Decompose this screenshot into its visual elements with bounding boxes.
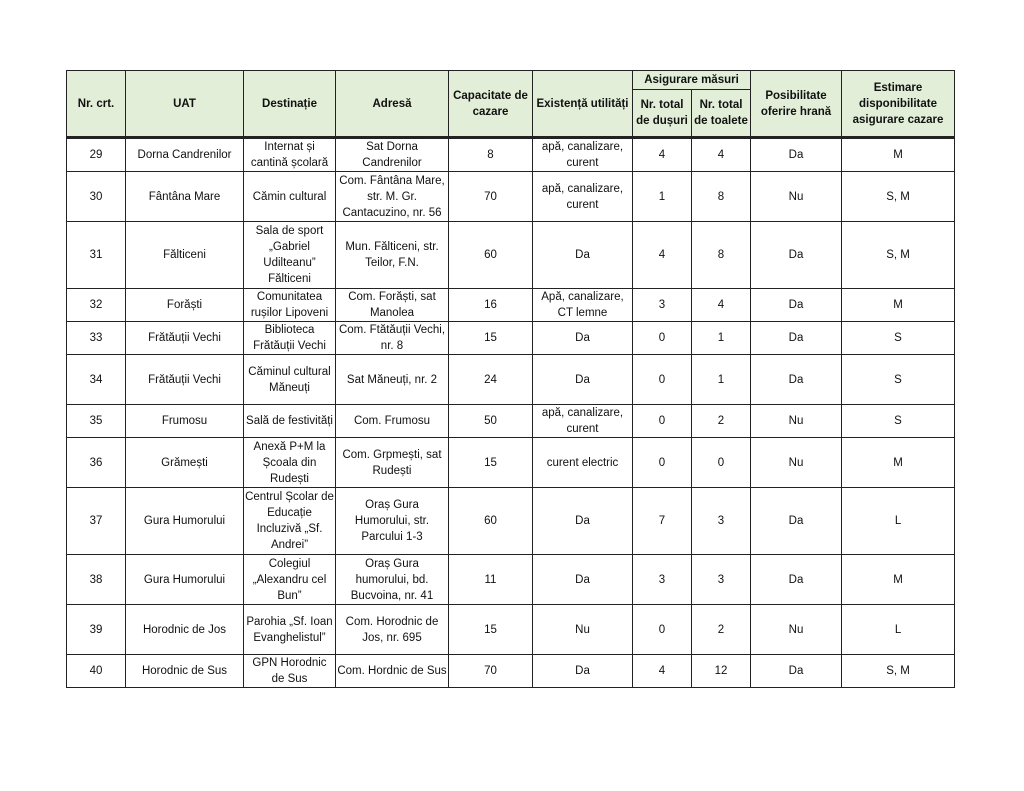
cell-uat: Gura Humorului: [126, 488, 244, 555]
cell-toalete: 4: [692, 289, 751, 322]
cell-nr: 32: [67, 289, 126, 322]
cell-dusuri: 0: [633, 405, 692, 438]
cell-utilitati: Da: [533, 488, 633, 555]
cell-destinatie: Internat și cantină școlară: [244, 138, 336, 172]
cell-utilitati: apă, canalizare, curent: [533, 172, 633, 222]
cell-destinatie: Căminul cultural Măneuți: [244, 355, 336, 405]
cell-uat: Fălticeni: [126, 222, 244, 289]
cell-destinatie: Biblioteca Frătăuții Vechi: [244, 322, 336, 355]
cell-capacitate: 11: [449, 555, 533, 605]
cell-adresa: Com. Hordnic de Sus: [336, 655, 449, 688]
cell-hrana: Da: [751, 322, 842, 355]
cell-utilitati: apă, canalizare, curent: [533, 138, 633, 172]
table-row: [67, 488, 955, 555]
cell-uat: Fântâna Mare: [126, 172, 244, 222]
header-asigurare: Asigurare măsuri: [633, 71, 751, 90]
header-hrana: Posibilitate oferire hrană: [751, 71, 842, 138]
cell-nr: 39: [67, 605, 126, 655]
cell-dusuri: 1: [633, 172, 692, 222]
cell-hrana: Nu: [751, 405, 842, 438]
cell-dusuri: 7: [633, 488, 692, 555]
cell-utilitati: Apă, canalizare, CT lemne: [533, 289, 633, 322]
cell-dusuri: 3: [633, 289, 692, 322]
header-adresa: Adresă: [336, 71, 449, 138]
cell-adresa: Mun. Fălticeni, str. Teilor, F.N.: [336, 222, 449, 289]
cell-utilitati: Da: [533, 222, 633, 289]
cell-capacitate: 60: [449, 488, 533, 555]
cell-destinatie: Anexă P+M la Școala din Rudești: [244, 438, 336, 488]
cell-utilitati: curent electric: [533, 438, 633, 488]
cell-hrana: Nu: [751, 172, 842, 222]
cell-uat: Horodnic de Jos: [126, 605, 244, 655]
cell-capacitate: 15: [449, 322, 533, 355]
cell-toalete: 12: [692, 655, 751, 688]
cell-capacitate: 15: [449, 605, 533, 655]
table-row: [67, 605, 955, 655]
cell-adresa: Sat Dorna Candrenilor: [336, 138, 449, 172]
table-row: [67, 222, 955, 289]
cell-estimare: L: [842, 605, 955, 655]
cell-uat: Gura Humorului: [126, 555, 244, 605]
cell-adresa: Com. Ftătăuții Vechi, nr. 8: [336, 322, 449, 355]
cell-hrana: Da: [751, 222, 842, 289]
cell-utilitati: Da: [533, 322, 633, 355]
cell-hrana: Da: [751, 355, 842, 405]
cell-nr: 38: [67, 555, 126, 605]
table-header: [67, 71, 955, 138]
cell-estimare: M: [842, 138, 955, 172]
cell-hrana: Da: [751, 138, 842, 172]
cell-toalete: 3: [692, 555, 751, 605]
cell-adresa: Com. Fântâna Mare, str. M. Gr. Cantacuzino, nr. 56: [336, 172, 449, 222]
cell-dusuri: 4: [633, 655, 692, 688]
cell-destinatie: Comunitatea rușilor Lipoveni: [244, 289, 336, 322]
cell-capacitate: 16: [449, 289, 533, 322]
cell-nr: 34: [67, 355, 126, 405]
cell-capacitate: 60: [449, 222, 533, 289]
cell-uat: Forăști: [126, 289, 244, 322]
table-row: [67, 555, 955, 605]
cell-toalete: 8: [692, 222, 751, 289]
cell-capacitate: 15: [449, 438, 533, 488]
cell-nr: 40: [67, 655, 126, 688]
cell-hrana: Da: [751, 655, 842, 688]
header-toalete: Nr. total de toalete: [692, 90, 751, 138]
cell-adresa: Oraș Gura humorului, bd. Bucvoina, nr. 41: [336, 555, 449, 605]
cell-uat: Horodnic de Sus: [126, 655, 244, 688]
table-row: [67, 655, 955, 688]
cell-toalete: 0: [692, 438, 751, 488]
cell-adresa: Sat Măneuți, nr. 2: [336, 355, 449, 405]
cell-nr: 36: [67, 438, 126, 488]
cell-uat: Grămești: [126, 438, 244, 488]
header-nr: Nr. crt.: [67, 71, 126, 138]
cell-adresa: Com. Forăști, sat Manolea: [336, 289, 449, 322]
cell-dusuri: 0: [633, 438, 692, 488]
cell-destinatie: Cămin cultural: [244, 172, 336, 222]
cell-estimare: S, M: [842, 172, 955, 222]
cell-capacitate: 50: [449, 405, 533, 438]
cell-nr: 35: [67, 405, 126, 438]
header-dusuri: Nr. total de dușuri: [633, 90, 692, 138]
cell-toalete: 2: [692, 405, 751, 438]
cell-dusuri: 0: [633, 322, 692, 355]
cell-utilitati: Nu: [533, 605, 633, 655]
cell-nr: 29: [67, 138, 126, 172]
cell-estimare: S: [842, 355, 955, 405]
cell-destinatie: Parohia „Sf. Ioan Evanghelistul”: [244, 605, 336, 655]
cell-utilitati: Da: [533, 555, 633, 605]
table-row: [67, 289, 955, 322]
table-row: [67, 138, 955, 172]
cell-toalete: 2: [692, 605, 751, 655]
cell-capacitate: 70: [449, 655, 533, 688]
cell-dusuri: 4: [633, 138, 692, 172]
cell-capacitate: 70: [449, 172, 533, 222]
cell-dusuri: 0: [633, 355, 692, 405]
cell-toalete: 1: [692, 355, 751, 405]
cell-estimare: S, M: [842, 222, 955, 289]
cell-estimare: L: [842, 488, 955, 555]
header-destinatie: Destinație: [244, 71, 336, 138]
cell-uat: Frumosu: [126, 405, 244, 438]
cell-hrana: Nu: [751, 605, 842, 655]
table-row: [67, 322, 955, 355]
cell-estimare: M: [842, 289, 955, 322]
table-body: [67, 138, 955, 688]
cell-uat: Frătăuții Vechi: [126, 355, 244, 405]
cell-estimare: M: [842, 555, 955, 605]
cell-estimare: S: [842, 322, 955, 355]
accommodation-table: [66, 70, 955, 688]
cell-destinatie: Sală de festivități: [244, 405, 336, 438]
cell-utilitati: Da: [533, 355, 633, 405]
cell-estimare: S: [842, 405, 955, 438]
cell-estimare: M: [842, 438, 955, 488]
header-capacitate: Capacitate de cazare: [449, 71, 533, 138]
header-utilitati: Existență utilități: [533, 71, 633, 138]
cell-estimare: S, M: [842, 655, 955, 688]
cell-destinatie: Colegiul „Alexandru cel Bun”: [244, 555, 336, 605]
cell-adresa: Oraș Gura Humorului, str. Parcului 1-3: [336, 488, 449, 555]
cell-adresa: Com. Frumosu: [336, 405, 449, 438]
cell-nr: 37: [67, 488, 126, 555]
cell-dusuri: 4: [633, 222, 692, 289]
table-row: [67, 405, 955, 438]
table-row: [67, 355, 955, 405]
cell-toalete: 1: [692, 322, 751, 355]
cell-dusuri: 0: [633, 605, 692, 655]
cell-utilitati: apă, canalizare, curent: [533, 405, 633, 438]
cell-nr: 33: [67, 322, 126, 355]
cell-adresa: Com. Grpmești, sat Rudești: [336, 438, 449, 488]
cell-destinatie: Sala de sport „Gabriel Udilteanu” Fălticeni: [244, 222, 336, 289]
cell-destinatie: Centrul Școlar de Educație Incluzivă „Sf. Andrei”: [244, 488, 336, 555]
cell-capacitate: 24: [449, 355, 533, 405]
cell-utilitati: Da: [533, 655, 633, 688]
cell-uat: Dorna Candrenilor: [126, 138, 244, 172]
cell-hrana: Da: [751, 555, 842, 605]
header-estimare: Estimare disponibilitate asigurare cazare: [842, 71, 955, 138]
cell-capacitate: 8: [449, 138, 533, 172]
cell-destinatie: GPN Horodnic de Sus: [244, 655, 336, 688]
cell-dusuri: 3: [633, 555, 692, 605]
cell-toalete: 3: [692, 488, 751, 555]
cell-hrana: Da: [751, 289, 842, 322]
cell-hrana: Nu: [751, 438, 842, 488]
table-row: [67, 438, 955, 488]
cell-hrana: Da: [751, 488, 842, 555]
table-row: [67, 172, 955, 222]
cell-adresa: Com. Horodnic de Jos, nr. 695: [336, 605, 449, 655]
cell-nr: 30: [67, 172, 126, 222]
cell-nr: 31: [67, 222, 126, 289]
cell-toalete: 4: [692, 138, 751, 172]
cell-toalete: 8: [692, 172, 751, 222]
cell-uat: Frătăuții Vechi: [126, 322, 244, 355]
header-uat: UAT: [126, 71, 244, 138]
